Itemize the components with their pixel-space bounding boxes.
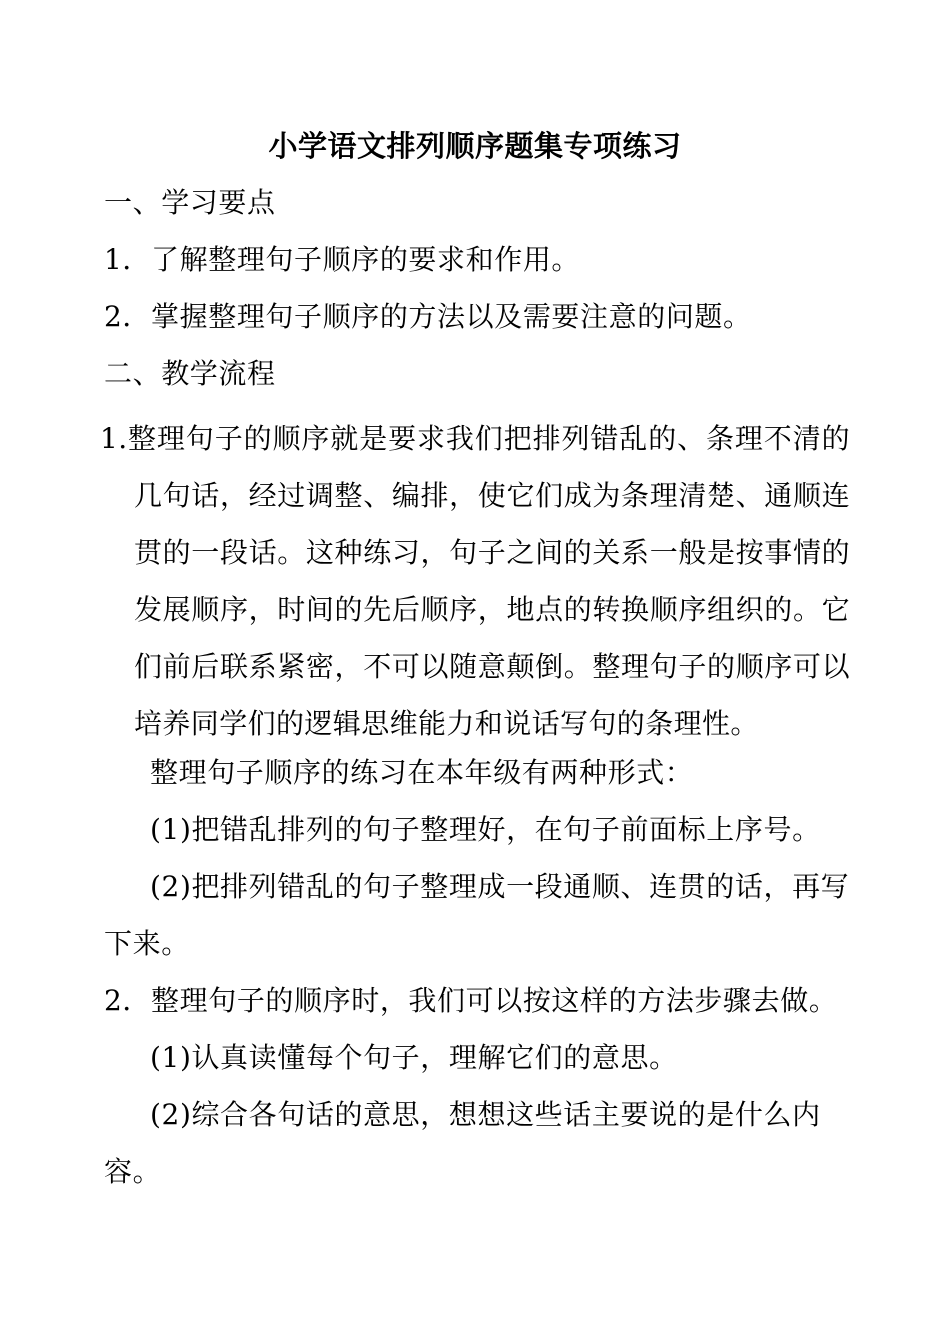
step2-text-line1: (2)综合各句话的意思，想想这些话主要说的是什么内 (150, 1098, 821, 1131)
list-item: 2．掌握整理句子顺序的方法以及需要注意的问题。 (104, 300, 752, 333)
form2-text-line2: 下来。 (104, 927, 190, 960)
form2-text-line1: (2)把排列错乱的句子整理成一段通顺、连贯的话，再写 (150, 870, 850, 903)
form1-text: (1)把错乱排列的句子整理好，在句子前面标上序号。 (150, 813, 821, 846)
forms-intro: 整理句子顺序的练习在本年级有两种形式： (150, 756, 694, 789)
document-title: 小学语文排列顺序题集专项练习 (268, 129, 682, 163)
item1-text: 1.整理句子的顺序就是要求我们把排列错乱的、条理不清的几句话，经过调整、编排，使它们成为条理清楚、通顺连贯的一段话。这种练习，句子之间的关系一般是按事情的发展顺序，时间的先后顺序，地点的转换顺序组织的。它们前后联系紧密，不可以随意颠倒。整理句子的顺序可以培养同学们的逻辑思维能力和说话写句的条理性。 (100, 422, 850, 740)
step2-text-line2: 容。 (104, 1155, 162, 1188)
section2-heading: 二、教学流程 (104, 357, 276, 390)
item1-paragraph (100, 410, 850, 752)
section1-heading: 一、学习要点 (104, 186, 276, 219)
item2-text: 2．整理句子的顺序时，我们可以按这样的方法步骤去做。 (104, 984, 838, 1017)
list-item: 1．了解整理句子顺序的要求和作用。 (104, 243, 581, 276)
step1-text: (1)认真读懂每个句子，理解它们的意思。 (150, 1041, 678, 1074)
